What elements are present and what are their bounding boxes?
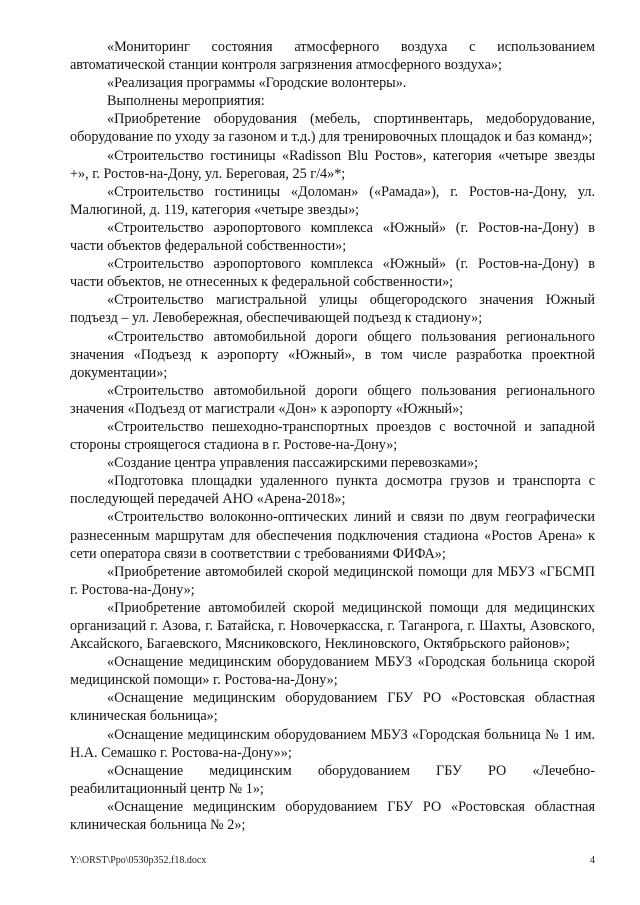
- paragraph-13: «Создание центра управления пассажирскими перевозками»;: [107, 455, 479, 472]
- paragraph-22: «Оснащение медицинским оборудованием ГБУ РО «Ростовская областная клиническая больница № 2»;: [70, 798, 595, 834]
- paragraph-18: «Оснащение медицинским оборудованием МБУЗ «Городская больница скорой медицинской помощи» г. Ростова-на-Дону»;: [70, 654, 595, 689]
- paragraph-20: «Оснащение медицинским оборудованием МБУЗ «Городская больница № 1 им. Н.А. Семашко г. Ростова-на-Дону»»;: [70, 726, 595, 761]
- file-path: Y:\ORST\Ppo\0530p352.f18.docx: [70, 855, 207, 866]
- paragraph-8: «Строительство аэропортового комплекса «Южный» (г. Ростов-на-Дону) в части объектов, не отнесенных к федеральной собственности»;: [70, 256, 595, 291]
- paragraph-21: «Оснащение медицинским оборудованием ГБУ РО «Лечебно-реабилитационный центр № 1»;: [70, 762, 595, 797]
- paragraph-2: «Реализация программы «Городские волонтеры».: [107, 75, 407, 92]
- paragraph-15: «Строительство волоконно-оптических линий и связи по двум географически разнесенным маршрутам для обеспечения подключения стадиона «Ростов Арена» к сети оператора связи в соответствии с требованиями ФИФА»;: [70, 509, 595, 562]
- paragraph-10: «Строительство автомобильной дороги общего пользования регионального значения «Подъезд к аэропорту «Южный», в том числе разработка проектной документации»;: [70, 328, 595, 381]
- paragraph-1: «Мониторинг состояния атмосферного воздуха с использованием автоматической станции контроля загрязнения атмосферного воздуха»;: [70, 39, 595, 74]
- paragraph-12: «Строительство пешеходно-транспортных проездов с восточной и западной стороны строящегося стадиона в г. Ростове-на-Дону»;: [70, 418, 595, 454]
- document-body: [70, 38, 595, 834]
- paragraph-19: «Оснащение медицинским оборудованием ГБУ РО «Ростовская областная клиническая больница»;: [70, 690, 595, 725]
- paragraph-17: «Приобретение автомобилей скорой медицинской помощи для медицинских организаций г. Азова, г. Батайска, г. Новочеркасска, г. Таганрога, г. Шахты, Азовского, Аксайского, Багаевского, Мясниковского, Неклиновского, Октябрьского районов»;: [70, 599, 595, 653]
- page-number: 4: [590, 855, 595, 866]
- paragraph-9: «Строительство магистральной улицы общегородского значения Южный подъезд – ул. Левобережная, обеспечивающей подъезд к стадиону»;: [70, 292, 595, 327]
- paragraph-3: Выполнены мероприятия:: [107, 93, 265, 110]
- paragraph-11: «Строительство автомобильной дороги общего пользования регионального значения «Подъезд от магистрали «Дон» к аэропорту «Южный»;: [70, 382, 595, 417]
- paragraph-16: «Приобретение автомобилей скорой медицинской помощи для МБУЗ «ГБСМП г. Ростова-на-Дону»;: [70, 563, 595, 598]
- paragraph-4: «Приобретение оборудования (мебель, спортинвентарь, медоборудование, оборудование по уходу за газоном и т.д.) для тренировочных площадок и баз команд»;: [70, 111, 595, 146]
- paragraph-7: «Строительство аэропортового комплекса «Южный» (г. Ростов-на-Дону) в части объектов федеральной собственности»;: [70, 219, 595, 255]
- paragraph-14: «Подготовка площадки удаленного пункта досмотра грузов и транспорта с последующей передачей АНО «Арена-2018»;: [70, 473, 595, 508]
- paragraph-5: «Строительство гостиницы «Radisson Blu Ростов», категория «четыре звезды +», г. Ростов-на-Дону, ул. Береговая, 25 г/4»*;: [70, 147, 595, 182]
- paragraph-6: «Строительство гостиницы «Доломан» («Рамада»), г. Ростов-на-Дону, ул. Малюгиной, д. 119, категория «четыре звезды»;: [70, 183, 595, 218]
